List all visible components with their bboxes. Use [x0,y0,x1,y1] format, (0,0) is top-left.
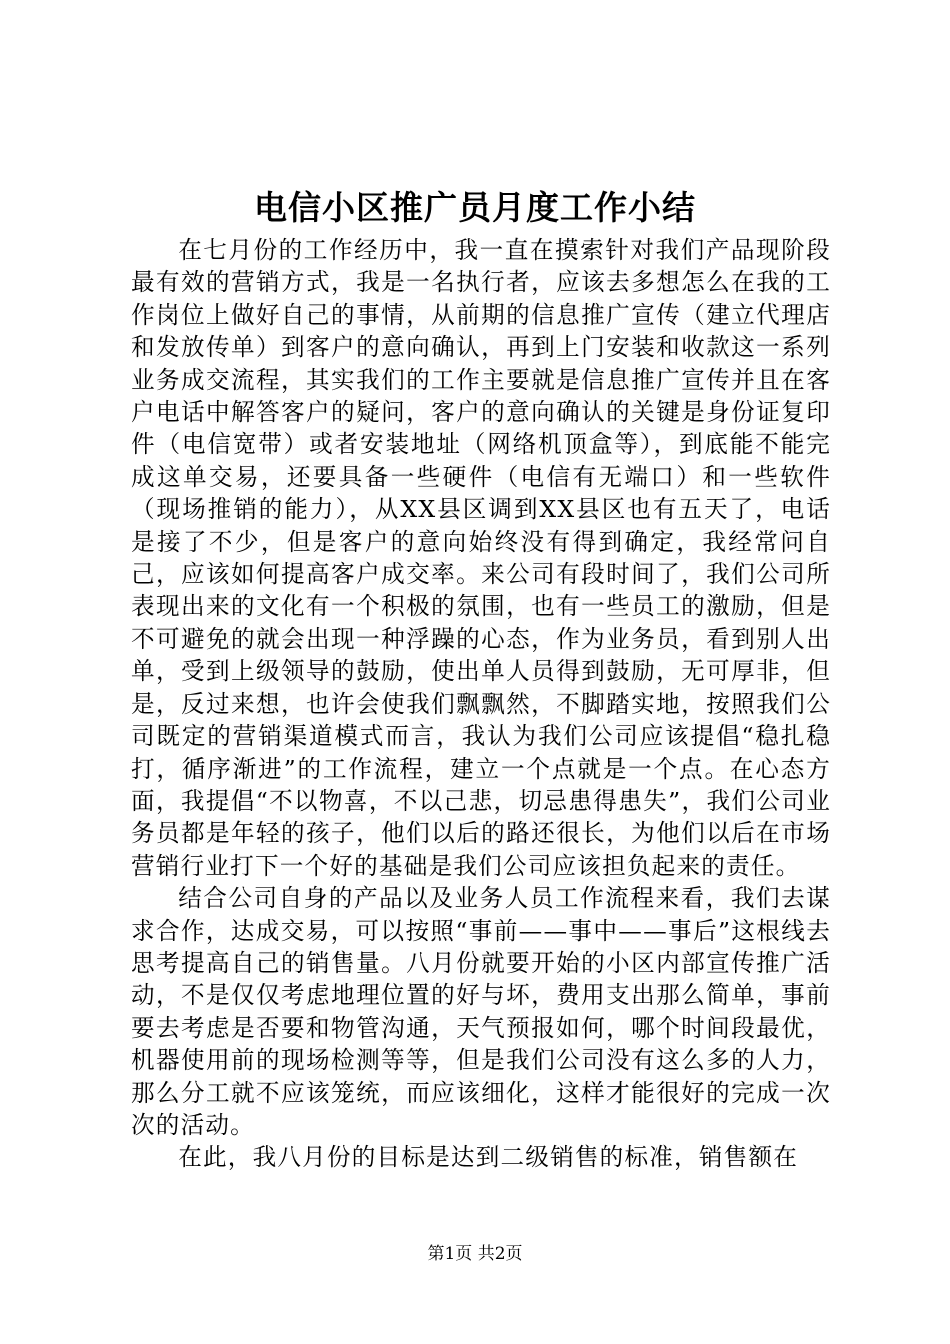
document-body [131,234,831,1174]
paragraph-3: 在此，我八月份的目标是达到二级销售的标准，销售额在 [178,1143,799,1172]
document-title: 电信小区推广员月度工作小结 [254,188,696,227]
paragraph-2: 结合公司自身的产品以及业务人员工作流程来看，我们去谋求合作，达成交易，可以按照“事前——事中——事后”这根线去思考提高自己的销售量。八月份就要开始的小区内部宣传推广活动，不是仅仅考虑地理位置的好与坏，费用支出那么简单，事前要去考虑是否要和物管沟通，天气预报如何，哪个时间段最优，机器使用前的现场检测等等，但是我们公司没有这么多的人力，那么分工就不应该笼统，而应该细化，这样才能很好的完成一次次的活动。 [131,884,831,1139]
paragraph-1: 在七月份的工作经历中，我一直在摸索针对我们产品现阶段最有效的营销方式，我是一名执行者，应该去多想怎么在我的工作岗位上做好自己的事情，从前期的信息推广宣传（建立代理店和发放传单）到客户的意向确认，再到上门安装和收款这一系列业务成交流程，其实我们的工作主要就是信息推广宣传并且在客户电话中解答客户的疑问，客户的意向确认的关键是身份证复印件（电信宽带）或者安装地址（网络机顶盒等），到底能不能完成这单交易，还要具备一些硬件（电信有无端口）和一些软件（现场推销的能力），从XX县区调到XX县区也有五天了，电话是接了不少，但是客户的意向始终没有得到确定，我经常问自己，应该如何提高客户成交率。来公司有段时间了，我们公司所表现出来的文化有一个积极的氛围，也有一些员工的激励，但是不可避免的就会出现一种浮躁的心态，作为业务员，看到别人出单，受到上级领导的鼓励，使出单人员得到鼓励，无可厚非，但是，反过来想，也许会使我们飘飘然，不脚踏实地，按照我们公司既定的营销渠道模式而言，我认为我们公司应该提倡“稳扎稳打，循序渐进”的工作流程，建立一个点就是一个点。在心态方面，我提倡“不以物喜，不以己悲，切忌患得患失”，我们公司业务员都是年轻的孩子，他们以后的路还很长，为他们以后在市场营销行业打下一个好的基础是我们公司应该担负起来的责任。 [131,236,831,880]
page-number-footer: 第1页 共2页 [427,1244,523,1264]
